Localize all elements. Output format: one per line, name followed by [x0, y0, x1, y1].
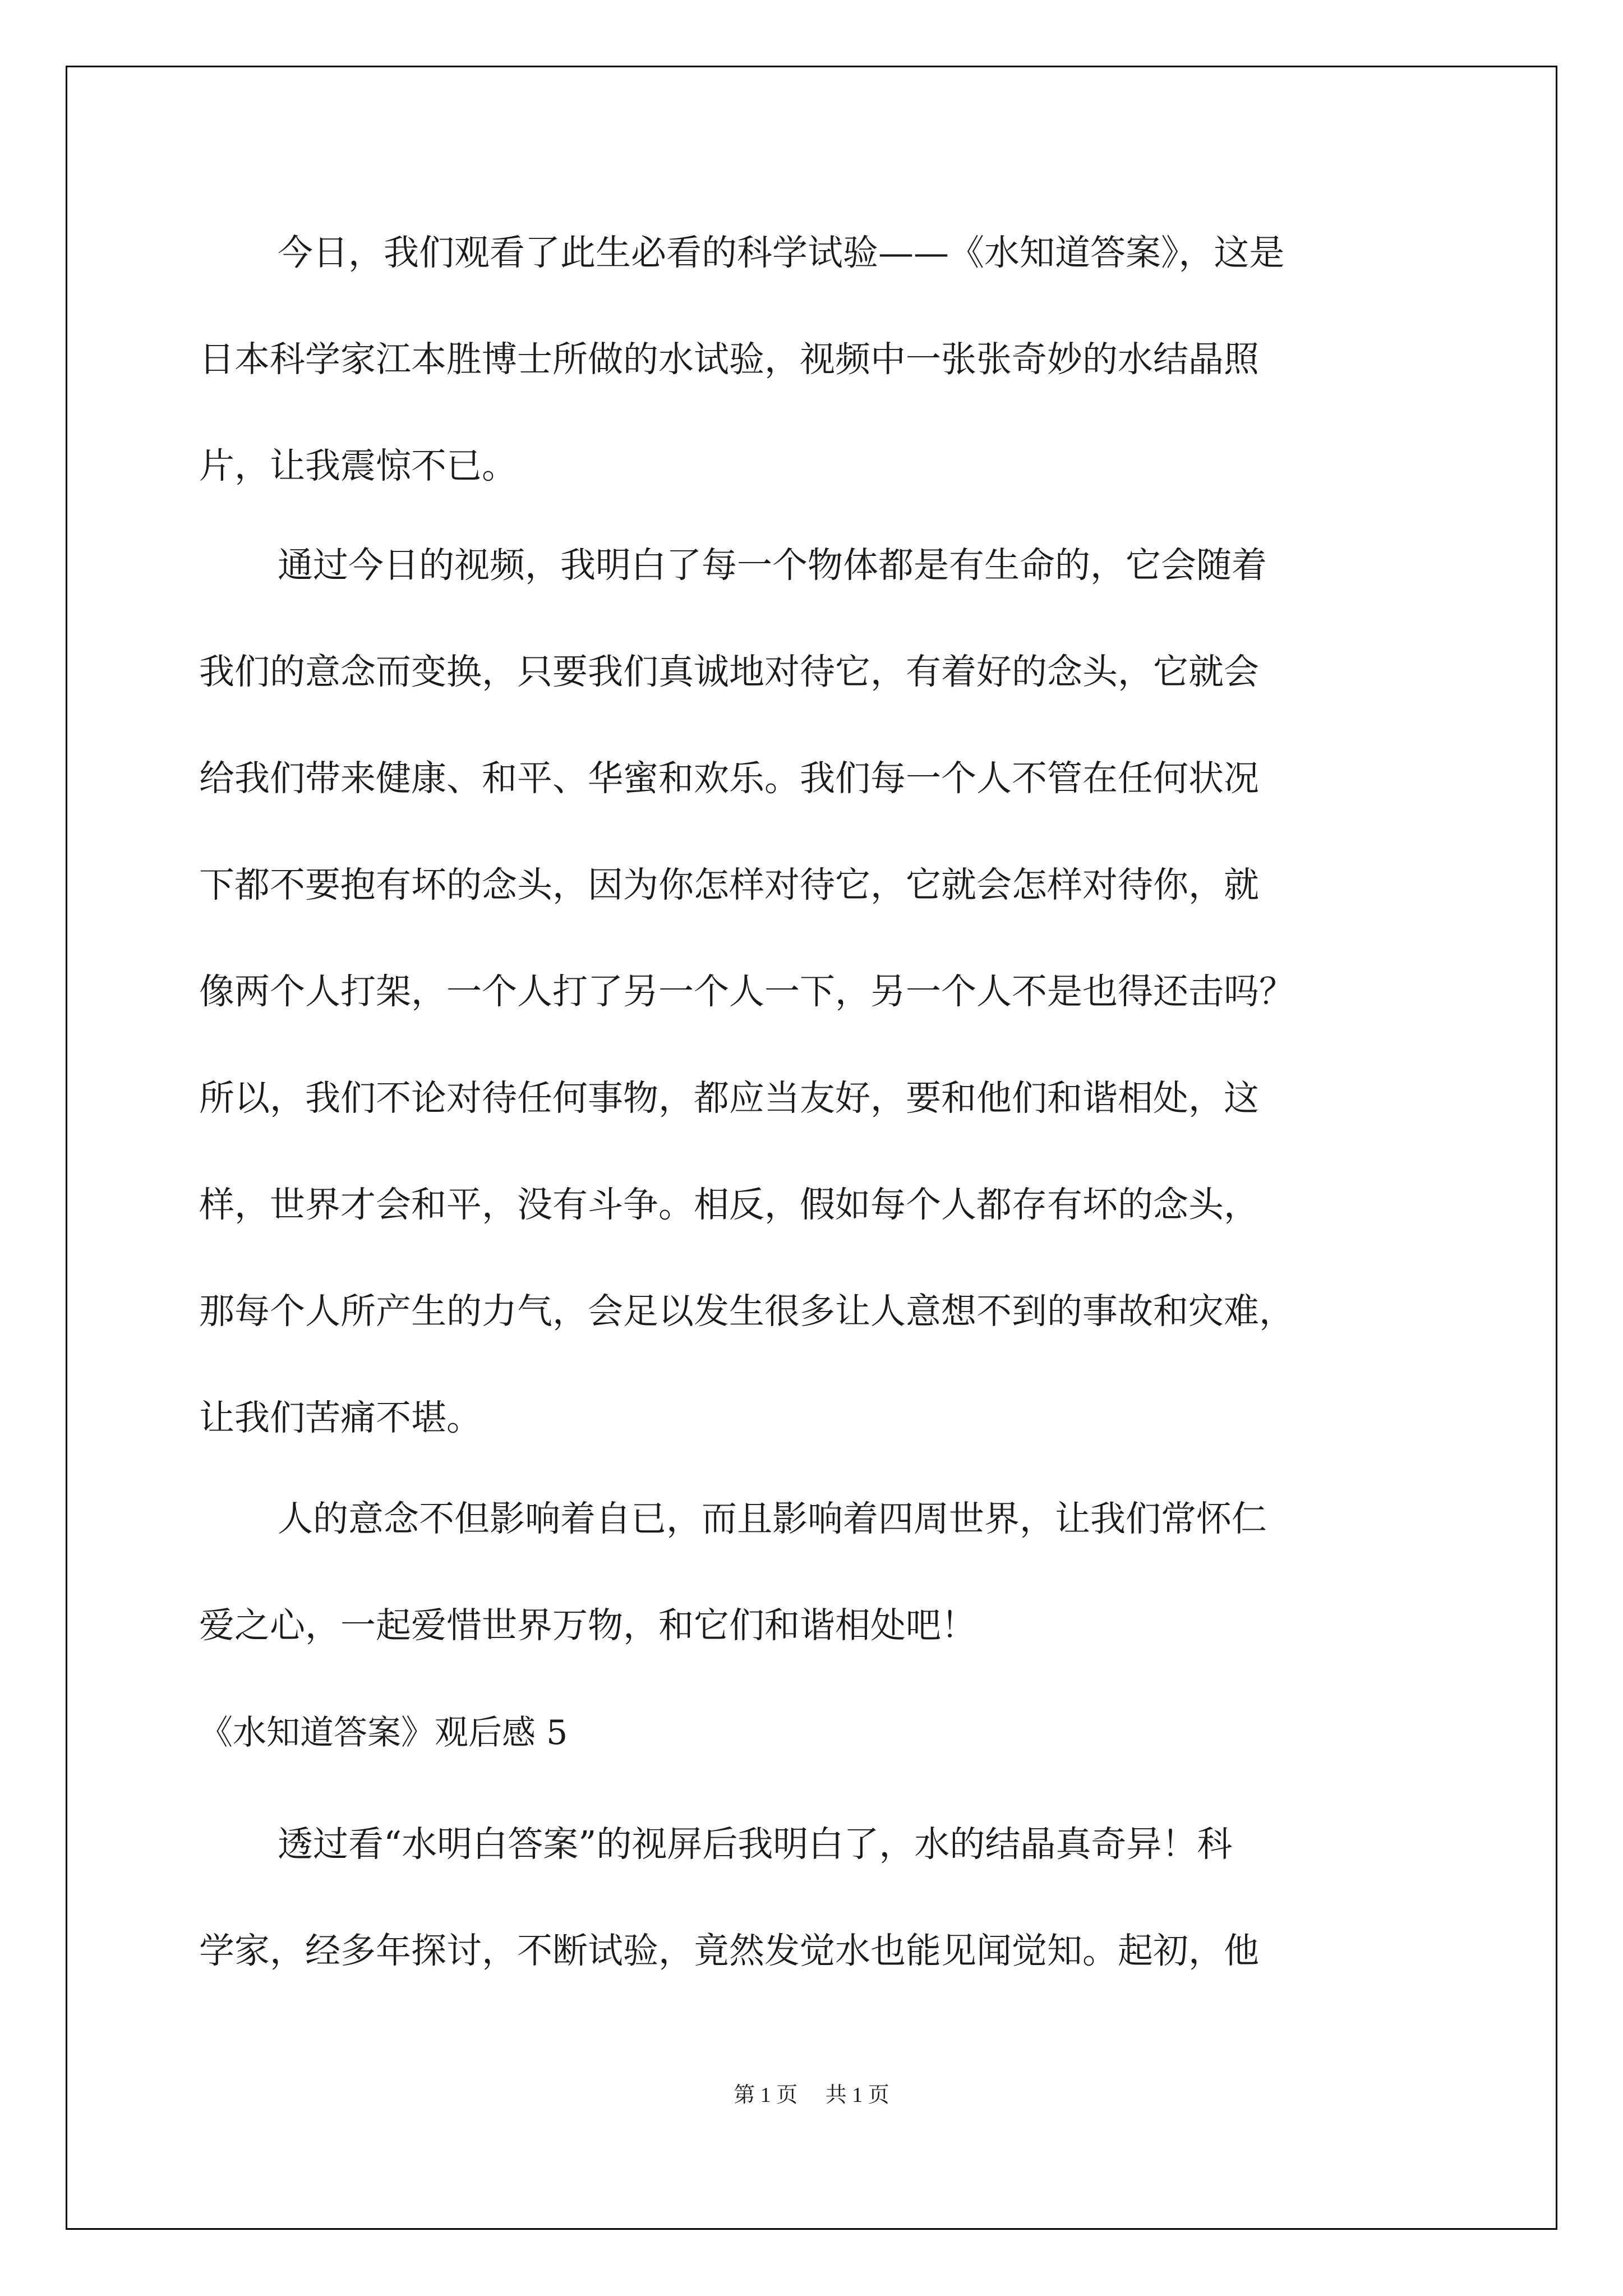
text-line: 让我们苦痛不堪。 — [199, 1397, 482, 1438]
text-line: 像两个人打架，一个人打了另一个人一下，另一个人不是也得还击吗？ — [199, 971, 1294, 1012]
paragraph-4 — [199, 1818, 1461, 2031]
paragraph-2 — [199, 539, 1461, 1498]
paragraph-1 — [199, 226, 1461, 546]
text-line: 人的意念不但影响着自已，而且影响着四周世界，让我们常怀仁 — [278, 1498, 1267, 1539]
text-line: 片，让我震惊不已。 — [199, 445, 517, 486]
page-footer — [0, 2077, 1623, 2108]
text-line: 透过看“水明白答案”的视屏后我明白了，水的结晶真奇异！科 — [278, 1824, 1233, 1865]
text-line: 所以，我们不论对待任何事物，都应当友好，要和他们和谐相处，这 — [199, 1078, 1259, 1119]
text-line: 爱之心，一起爱惜世界万物，和它们和谐相处吧！ — [199, 1605, 976, 1646]
text-line: 样，世界才会和平，没有斗争。相反，假如每个人都存有坏的念头， — [199, 1184, 1259, 1225]
text-line: 学家，经多年探讨，不断试验，竟然发觉水也能见闻觉知。起初，他 — [199, 1930, 1259, 1971]
page-number: 第 1 页 — [734, 2083, 798, 2107]
text-line: 我们的意念而变换，只要我们真诚地对待它，有着好的念头，它就会 — [199, 651, 1259, 692]
paragraph-3 — [199, 1492, 1461, 1705]
text-line: 给我们带来健康、和平、华蜜和欢乐。我们每一个人不管在任何状况 — [199, 758, 1259, 799]
text-line: 今日，我们观看了此生必看的科学试验——《水知道答案》，这是 — [278, 232, 1285, 273]
page-total: 共 1 页 — [825, 2083, 889, 2107]
text-line: 日本科学家江本胜博士所做的水试验，视频中一张张奇妙的水结晶照 — [199, 339, 1259, 380]
text-line: 下都不要抱有坏的念头，因为你怎样对待它，它就会怎样对待你，就 — [199, 864, 1259, 905]
section-heading: 《水知道答案》观后感 5 — [199, 1713, 568, 1752]
text-line: 通过今日的视频，我明白了每一个物体都是有生命的，它会随着 — [278, 545, 1267, 586]
text-line: 那每个人所产生的力气，会足以发生很多让人意想不到的事故和灾难， — [199, 1291, 1294, 1332]
